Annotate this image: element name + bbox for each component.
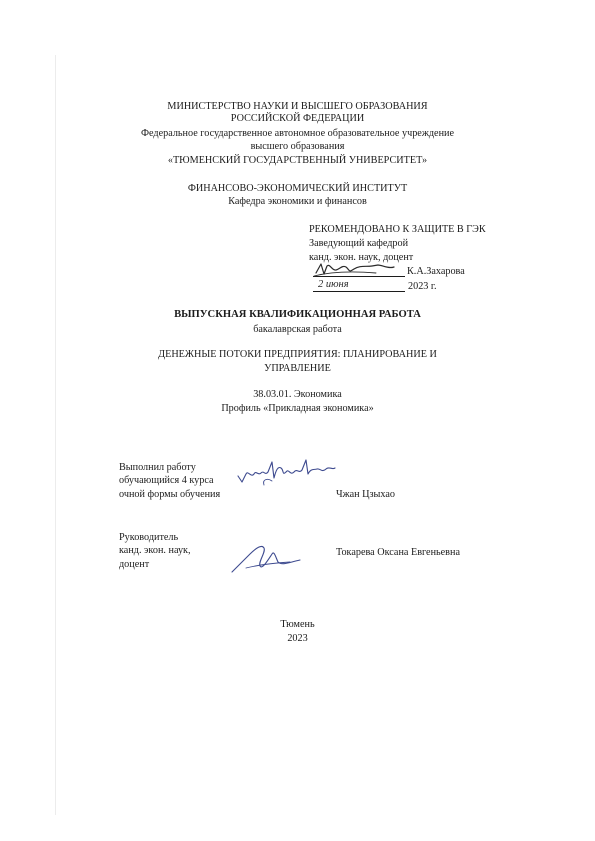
footer-year: 2023: [287, 633, 308, 644]
approval-role-line-1: Заведующий кафедрой: [309, 238, 409, 249]
work-topic-line-2: УПРАВЛЕНИЕ: [264, 363, 331, 374]
institution-line-2: высшего образования: [250, 141, 345, 152]
work-topic-line-1: ДЕНЕЖНЫЕ ПОТОКИ ПРЕДПРИЯТИЯ: ПЛАНИРОВАНИЕ И: [158, 349, 437, 360]
approval-title: РЕКОМЕНДОВАНО К ЗАЩИТЕ В ГЭК: [309, 224, 486, 235]
supervisor-label-line-3: доцент: [119, 559, 150, 570]
supervisor-label-line-2: канд. экон. наук,: [119, 545, 191, 556]
work-subtype: бакалаврская работа: [253, 324, 342, 335]
approval-signature: [312, 261, 402, 279]
approval-year: 2023 г.: [408, 281, 437, 292]
approval-role-line-2: канд. экон. наук, доцент: [309, 252, 414, 263]
institute-name: ФИНАНСОВО-ЭКОНОМИЧЕСКИЙ ИНСТИТУТ: [187, 183, 408, 194]
approval-date-line: [313, 291, 405, 292]
university-name: «ТЮМЕНСКИЙ ГОСУДАРСТВЕННЫЙ УНИВЕРСИТЕТ»: [167, 155, 428, 166]
department-name: Кафедра экономики и финансов: [228, 196, 367, 207]
author-label-line-2: обучающийся 4 курса: [119, 475, 214, 486]
footer-city: Тюмень: [280, 619, 315, 630]
supervisor-signature: [228, 538, 308, 578]
ministry-line-2: РОССИЙСКОЙ ФЕДЕРАЦИИ: [230, 113, 365, 124]
author-label-line-1: Выполнил работу: [119, 462, 196, 473]
work-type: ВЫПУСКНАЯ КВАЛИФИКАЦИОННАЯ РАБОТА: [174, 309, 421, 320]
supervisor-label-line-1: Руководитель: [119, 532, 179, 543]
approval-date-handwritten: 2 июня: [318, 279, 349, 290]
author-name: Чжан Цзыхао: [336, 489, 395, 500]
institution-line-1: Федеральное государственное автономное образовательное учреждение: [140, 128, 454, 139]
author-signature: [234, 452, 344, 490]
ministry-line-1: МИНИСТЕРСТВО НАУКИ И ВЫСШЕГО ОБРАЗОВАНИЯ: [167, 101, 428, 112]
supervisor-name: Токарева Оксана Евгеньевна: [336, 547, 460, 558]
specialty-profile: Профиль «Прикладная экономика»: [221, 403, 374, 414]
approval-head-name: К.А.Захарова: [407, 266, 465, 277]
specialty-code: 38.03.01. Экономика: [253, 389, 342, 400]
scan-edge-line: [55, 55, 56, 815]
author-label-line-3: очной формы обучения: [119, 489, 221, 500]
